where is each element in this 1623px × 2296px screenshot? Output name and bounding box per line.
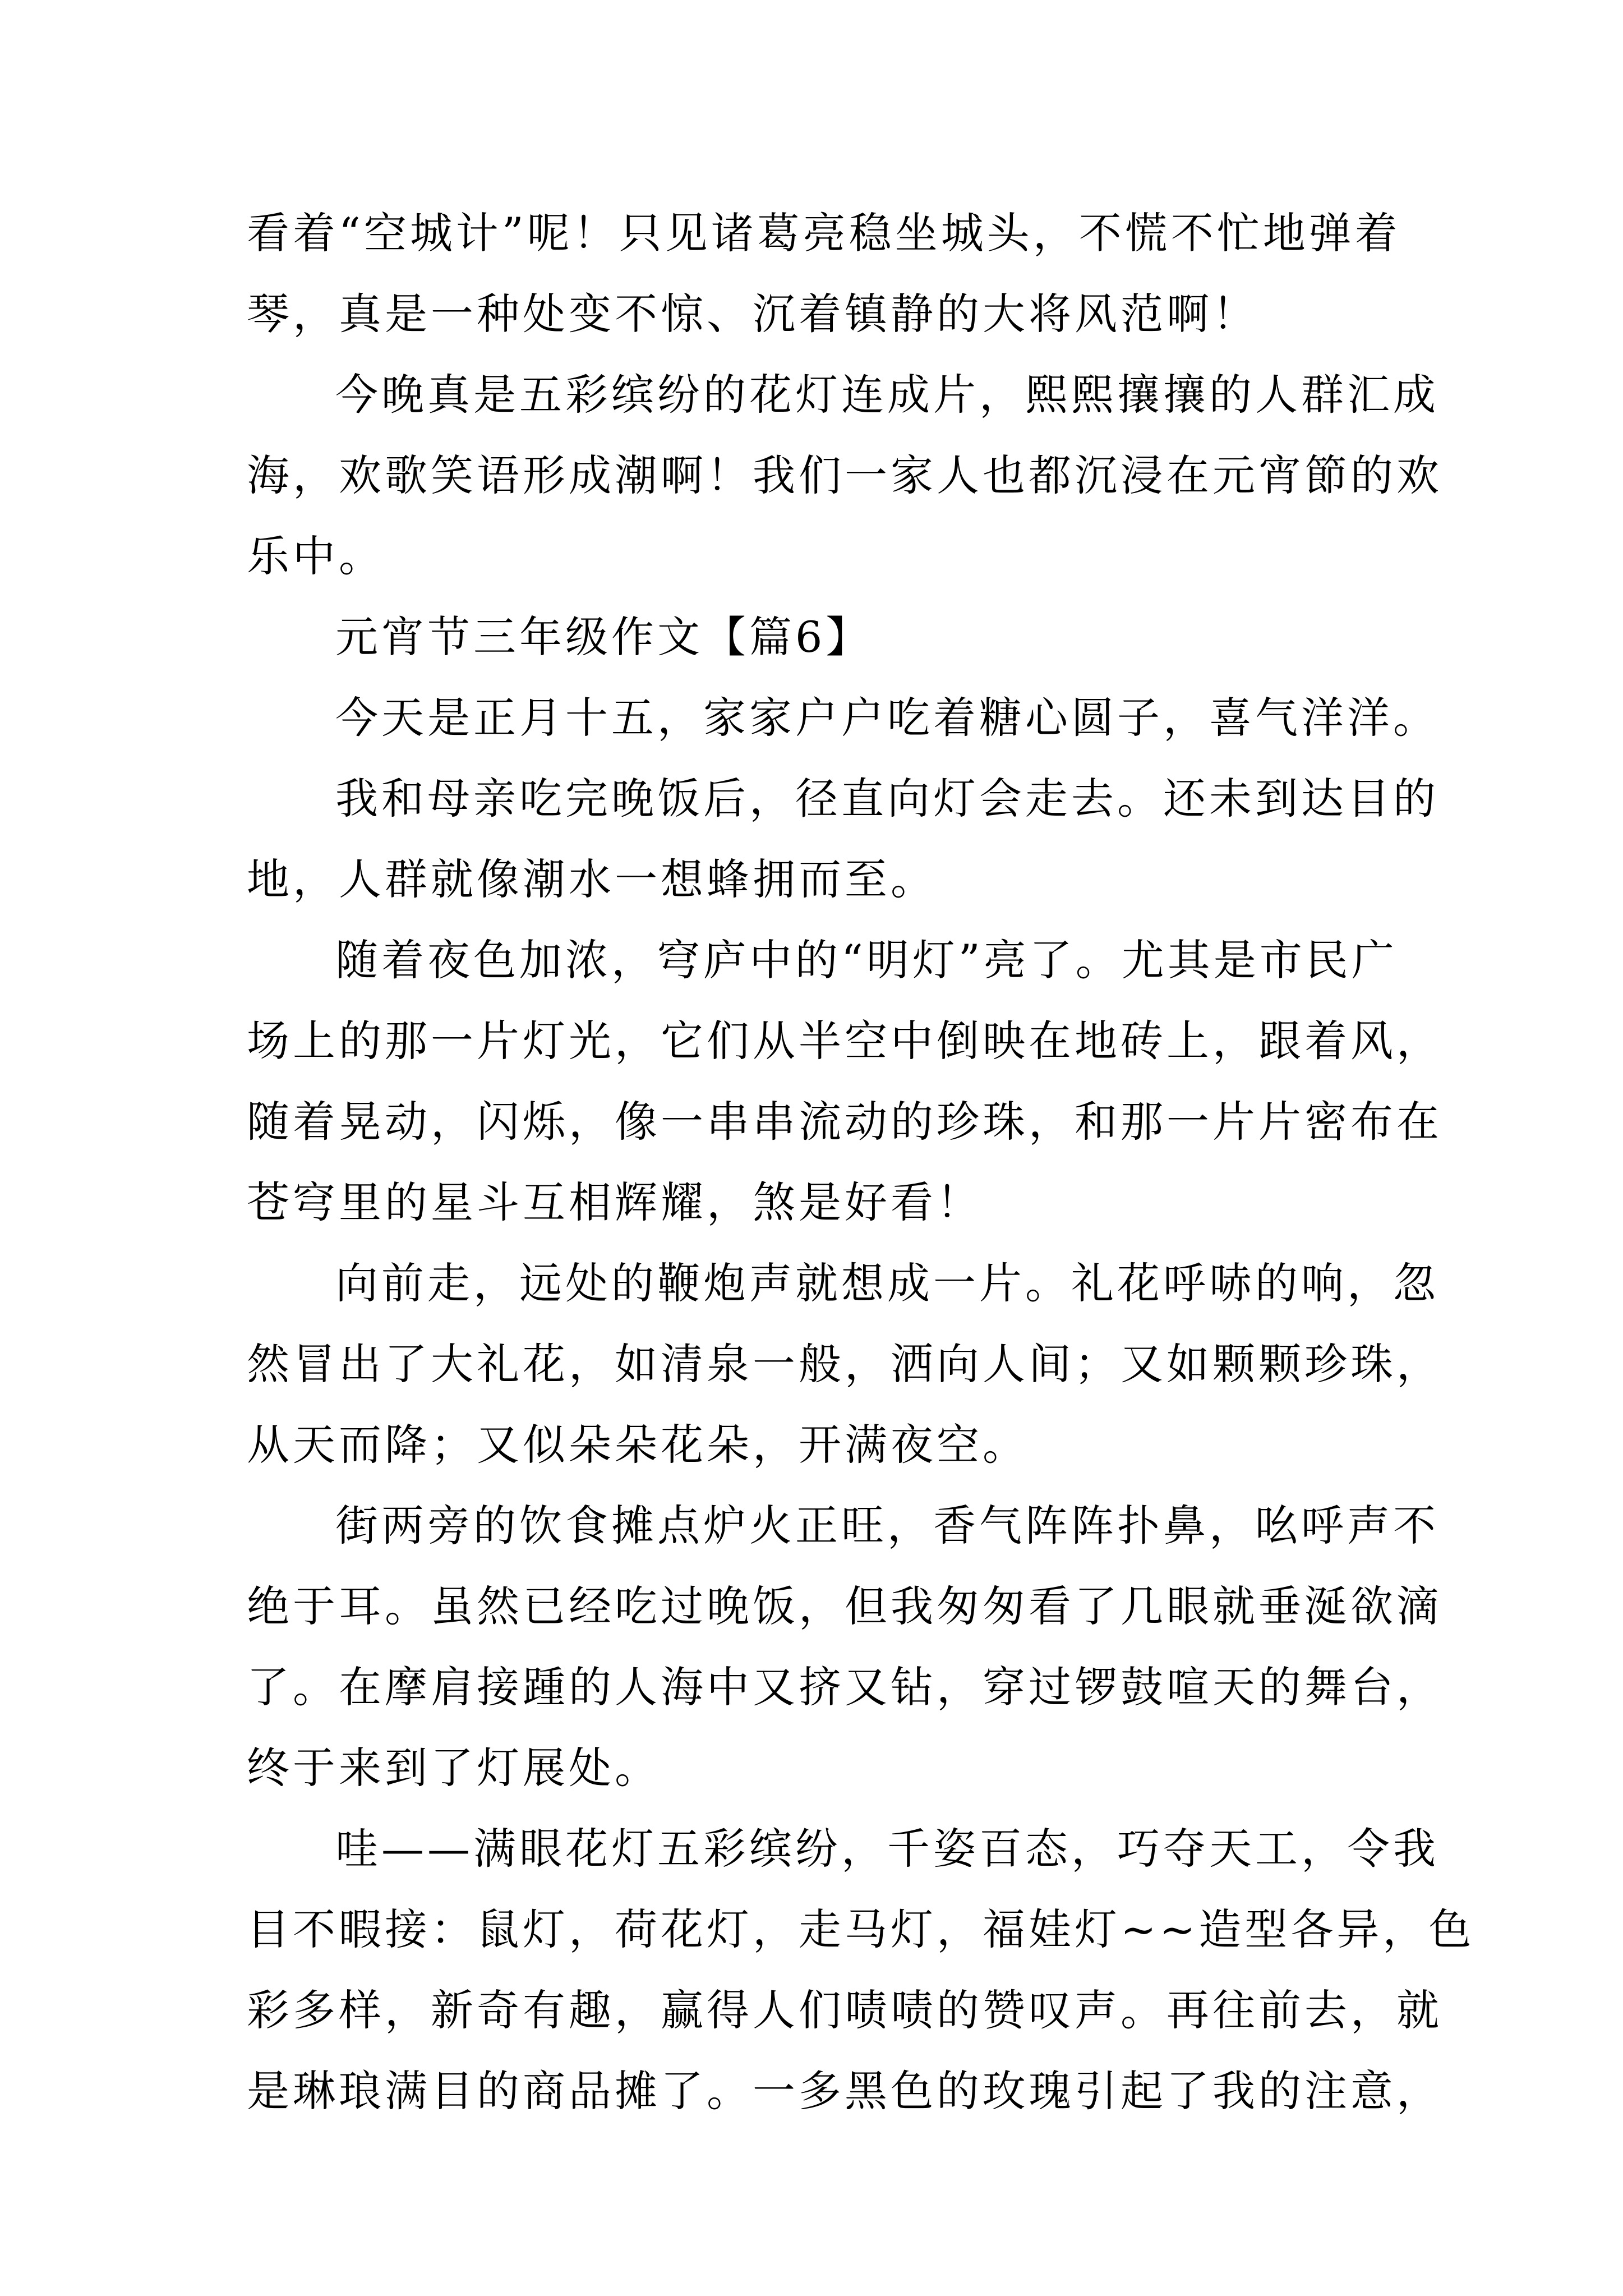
text-line: 场上的那一片灯光，它们从半空中倒映在地砖上，跟着风， [247,1016,1442,1066]
text-line: 彩多样，新奇有趣，赢得人们啧啧的赞叹声。再往前去，就 [247,1985,1442,2035]
text-line: 从天而降；又似朵朵花朵，开满夜空。 [247,1420,1029,1470]
text-line: 海，欢歌笑语形成潮啊！我们一家人也都沉浸在元宵節的欢 [247,450,1442,500]
text-line: 乐中。 [247,531,385,581]
text-line: 琴，真是一种处变不惊、沉着镇静的大将风范啊！ [247,289,1258,339]
text-line: 了。在摩肩接踵的人海中又挤又钻，穿过锣鼓喧天的舞台， [247,1662,1442,1712]
text-line: 绝于耳。虽然已经吃过晚饭，但我匆匆看了几眼就垂涎欲滴 [247,1581,1442,1631]
paragraph-start-line: 我和母亲吃完晚饭后，径直向灯会走去。还未到达目的 [335,774,1439,823]
text-line: 是琳琅满目的商品摊了。一多黑色的玫瑰引起了我的注意， [247,2066,1442,2116]
paragraph-start-line: 街两旁的饮食摊点炉火正旺，香气阵阵扑鼻，吆呼声不 [335,1501,1439,1550]
text-line: 看着“空城计”呢！只见诸葛亮稳坐城头，不慌不忙地弹着 [247,208,1401,258]
text-line: 苍穹里的星斗互相辉耀，煞是好看！ [247,1177,983,1227]
text-line: 终于来到了灯展处。 [247,1743,661,1793]
text-line: 随着晃动，闪烁，像一串串流动的珍珠，和那一片片密布在 [247,1097,1442,1147]
paragraph-start-line: 今天是正月十五，家家户户吃着糖心圆子，喜气洋洋。 [335,693,1439,743]
paragraph-start-line: 哇——满眼花灯五彩缤纷，千姿百态，巧夺天工，令我 [335,1824,1439,1874]
text-line: 目不暇接：鼠灯，荷花灯，走马灯，福娃灯~~造型各异，色 [247,1904,1475,1954]
text-line: 地，人群就像潮水一想蜂拥而至。 [247,854,937,904]
paragraph-start-line: 今晚真是五彩缤纷的花灯连成片，熙熙攘攘的人群汇成 [335,370,1439,420]
paragraph-start-line: 向前走，远处的鞭炮声就想成一片。礼花呼哧的响，忽 [335,1258,1439,1308]
text-line: 然冒出了大礼花，如清泉一般，洒向人间；又如颗颗珍珠， [247,1339,1442,1389]
paragraph-start-line: 随着夜色加浓，穹庐中的“明灯”亮了。尤其是市民广 [335,935,1398,985]
section-heading: 元宵节三年级作文【篇6】 [335,612,872,662]
